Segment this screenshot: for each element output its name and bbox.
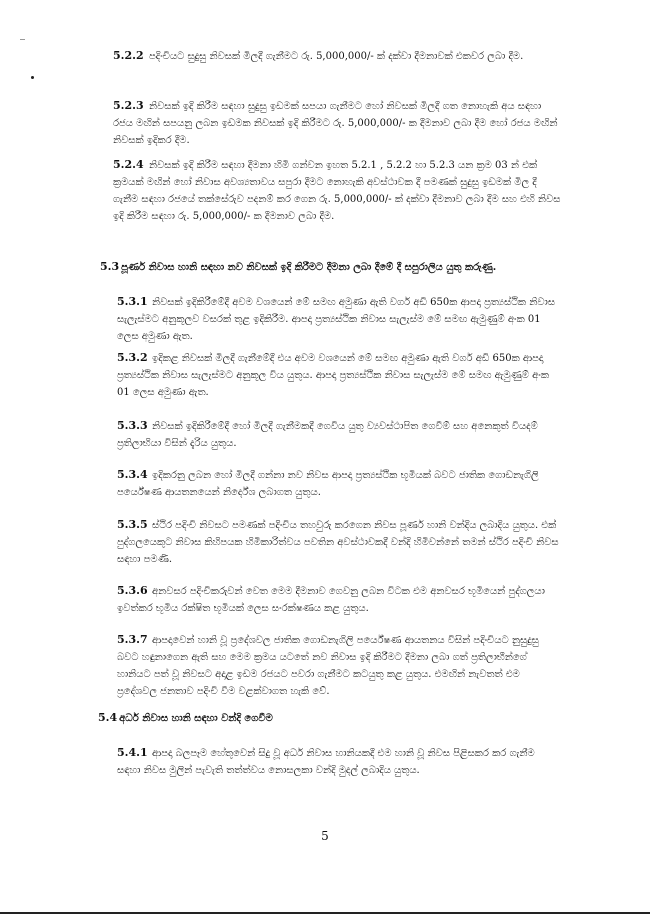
clause-text: ඉදිකළ නිවසක් මිලදී ගැනීමේදී එය අවම වශයෙන් මේ සමඟ අමුණා ඇති වර්ග අඩි 650ක ආපදා ප්‍රත්‍යස්ථික නිවාස සැලැස්මට අනුකූල විය යුතුය. ආපදා ප්‍රත්‍යස්ථික නිවාස සැලැස්ම මේ සමඟ ඇමුණුම් අංක 01 ලෙස අමුණා ඇත.	[117, 353, 549, 398]
clause-text: ස්ථිර පදිංචි නිවසට පමණක් පදිංචිය තහවුරු කරගෙන නිවස පූර්ණ හානි වන්දිය ලබාදිය යුතුය. එක් පුද්ගලයෙකුට නිවාස කිහිපයක හිමිකාරිත්වය පවතින අවස්ථාවකදී වන්දි හිමිවන්නේ තමන් ස්ථිර පදිංචි නිවස සඳහා පමණි.	[117, 520, 559, 565]
clause-number: 5.3.4	[117, 468, 148, 481]
section-title: පූර්ණ නිවාස හානි සඳහා නව නිවසක් ඉදි කිරීමට දීමනා ලබා දීමේ දී සපුරාලිය යුතු කරුණු.	[121, 262, 497, 273]
clause-5-2-4	[113, 157, 561, 225]
section-heading-5-3	[100, 259, 560, 276]
clause-5-3-4	[117, 467, 561, 501]
clause-text: නිවසක් ඉදිකිරීමේදී අවම වශයෙන් මේ සමඟ අමුණා ඇති වර්ග අඩි 650ක ආපදා ප්‍රත්‍යස්ථික නිවාස සැලැස්මට අනුකූලව වසරක් තුළ ඉදිකිරීම. ආපදා ප්‍රත්‍යස්ථික නිවාස සැලැස්ම මේ සමඟ ඇමුණුම් අංක 01 ලෙස අමුණා ඇත.	[117, 297, 556, 342]
clause-5-3-7	[117, 632, 561, 700]
bottom-edge-rule	[0, 912, 650, 914]
section-title: අර්ධ නිවාස හානි සඳහා වන්දි ගෙවීම	[119, 713, 273, 724]
clause-number: 5.3.6	[117, 584, 148, 597]
clause-text: නිවසක් ඉදි කිරීම සඳහා දීමනා හිමි ගන්වන ඉහත 5.2.1 , 5.2.2 හා 5.2.3 යන ක්‍රම 03 න් එක් ක්‍රමයක් මඟින් හෝ නිවාස අවශ්‍යතාවය සපුරා දීමට නොහැකි අවස්ථාවක දී පමණක් සුදුසු ඉඩමක් මිල දී ගැනීම සඳහා රජයේ තක්සේරුව පදනම් කර ගෙන රු. 5,000,000/- ක් දක්වා දීමනාව ලබා දීම සහ එහි නිවස ඉදි කිරීම සඳහා රු. 5,000,000/- ක දීමනාව ලබා දීම.	[113, 160, 561, 222]
clause-text: නිවසක් ඉදිකිරීමේදී හෝ මිලදී ගැනීමකදී ගෙවිය යුතු ව්‍යවස්ථාපිත ගෙවීම් සහ අනෙකුත් වියදම් ප්‍රතිලාභියා විසින් දැරිය යුතුය.	[117, 421, 538, 449]
clause-number: 5.3.5	[117, 518, 148, 531]
clause-5-3-3	[117, 418, 561, 452]
clause-text: ඉදිකරනු ලබන හෝ මිලදී ගන්නා නව නිවස ආපදා ප්‍රත්‍යස්ථික භූමියක් බවට ජාතික ගොඩනැගිලි පර්යේෂණ ආයතනයෙන් නිර්දේශ ලබාගත යුතුය.	[117, 470, 539, 498]
clause-number: 5.2.3	[113, 99, 144, 112]
section-number: 5.4	[98, 711, 118, 724]
clause-5-4-1	[117, 745, 561, 779]
clause-text: පදිංචියට සුදුසු නිවසක් මිලදී ගැනීමට රු. 5,000,000/- ක් දක්වා දීමනාවක් එකවර ලබා දීම.	[149, 51, 524, 62]
page-number: 5	[321, 829, 329, 843]
clause-5-3-1	[117, 294, 561, 345]
clause-text: ආපදාවෙන් හානි වූ ප්‍රදේශවල ජාතික ගොඩනැගිලි පර්යේෂණ ආයතනය විසින් පදිංචියට නුසුදුසු බවට හඳුනාගෙන ඇති සහ මෙම ක්‍රමය යටතේ නව නිවාස ඉදි කිරීමට දීමනා ලබා ගත් ප්‍රතිලාභීන්ගේ හානියට පත් වූ නිවසට අදාළ ඉඩම රජයට පවරා ගැනීමට කටයුතු කළ යුතුය. එමඟින් නැවතත් එම ප්‍රදේශවල ජනතාව පදිංචි වීම වළක්වාගත හැකි වේ.	[117, 635, 539, 697]
clause-5-3-6	[117, 583, 561, 617]
clause-number: 5.3.7	[117, 633, 148, 646]
section-number: 5.3	[100, 260, 120, 273]
clause-text: ආපදා බලපෑම හේතුවෙන් සිදු වූ අර්ධ නිවාස හානියකදී එම හානි වූ නිවස පිළිසකර කර ගැනීම සඳහා නිවස මුලින් පැවැති තත්ත්වය නොසලකා වන්දි මුදල් ලබාදිය යුතුය.	[117, 748, 535, 776]
margin-dot-mark	[31, 76, 34, 79]
section-heading-5-4	[98, 710, 558, 727]
clause-number: 5.4.1	[117, 746, 148, 759]
clause-number: 5.2.4	[113, 158, 144, 171]
clause-number: 5.2.2	[113, 49, 144, 62]
clause-number: 5.3.1	[117, 295, 148, 308]
margin-tick-mark	[20, 39, 25, 40]
clause-number: 5.3.3	[117, 419, 148, 432]
clause-5-3-5	[117, 517, 561, 568]
clause-number: 5.3.2	[117, 351, 148, 364]
clause-text: අනවසර පදිංචිකරුවන් වෙත මෙම දීමනාව ගෙවනු ලබන විටක එම අනවසර භූමියෙන් පුද්ගලයා ඉවත්කර භූමිය රක්ෂිත භූමියක් ලෙස සංරක්ෂණය කළ යුතුය.	[117, 586, 545, 614]
clause-5-2-3	[113, 98, 561, 149]
clause-5-3-2	[117, 350, 561, 401]
clause-text: නිවසක් ඉදි කිරීම සඳහා සුදුසු ඉඩමක් සපයා ගැනීමට හෝ නිවසක් මිලදී ගත නොහැකි අය සඳහා රජය මඟින් සපයනු ලබන ඉඩමක නිවසක් ඉදි කිරීමට රු. 5,000,000/- ක දීමනාව ලබා දීම හෝ රජය මඟින් නිවසක් ඉදිකර දීම.	[113, 101, 558, 146]
clause-5-2-2	[113, 48, 561, 65]
